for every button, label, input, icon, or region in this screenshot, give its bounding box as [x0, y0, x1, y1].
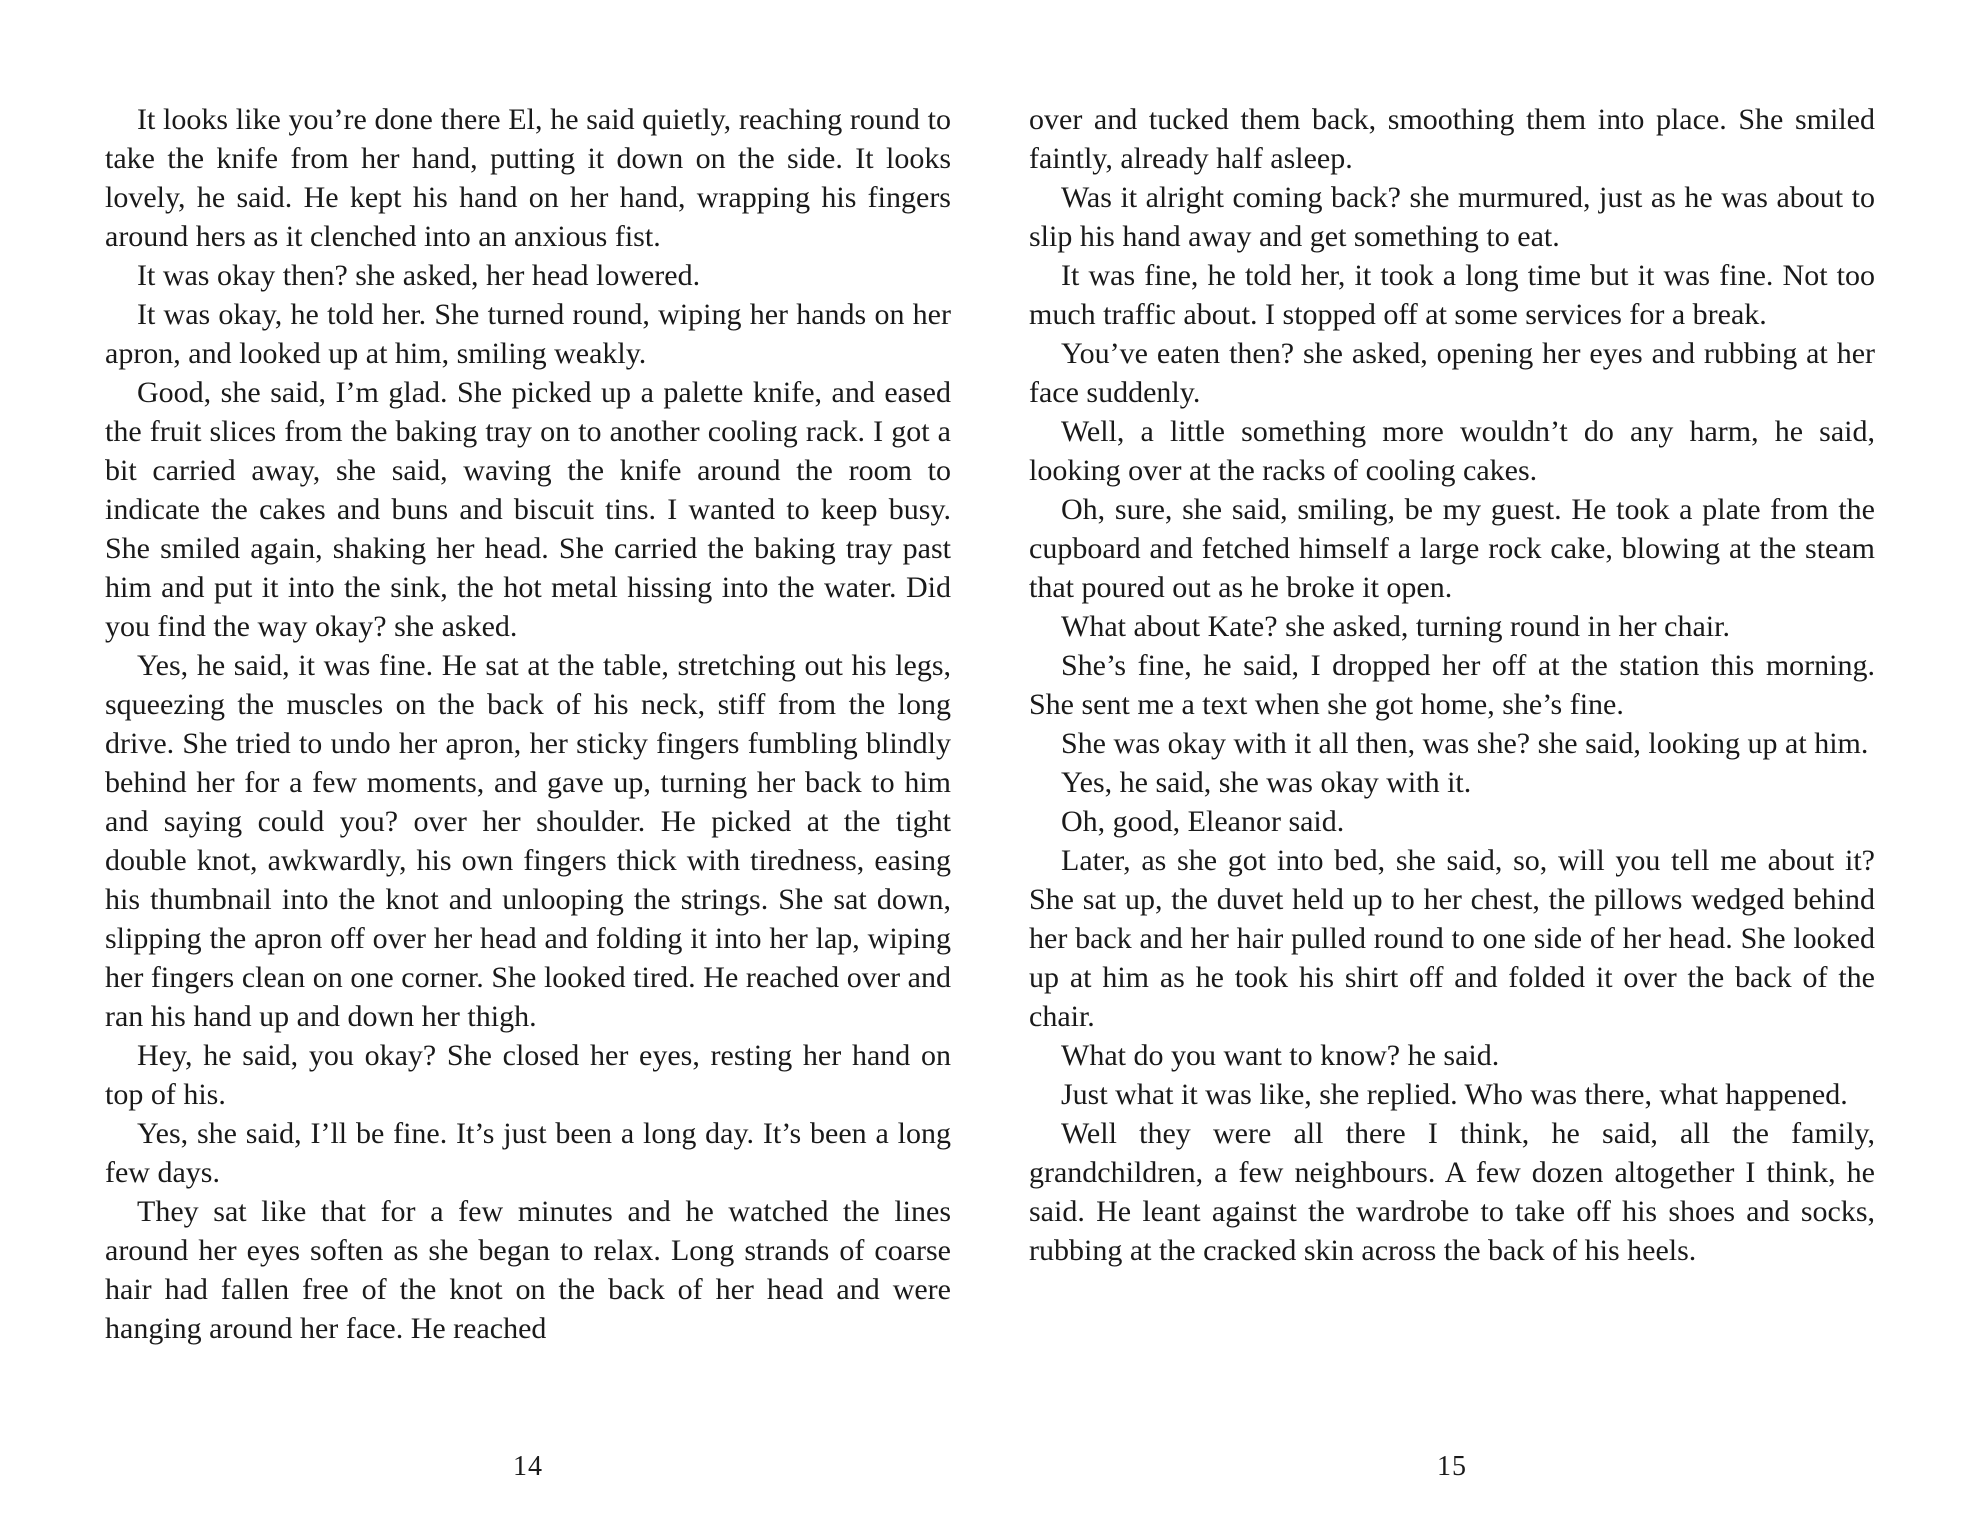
left-page	[105, 100, 951, 1482]
right-page	[1029, 100, 1875, 1482]
paragraph: Was it alright coming back? she murmured, just as he was about to slip his hand away and get something to eat.	[1029, 181, 1875, 253]
paragraph: Later, as she got into bed, she said, so, will you tell me about it? She sat up, the duvet held up to her chest, the pillows wedged behind her back and her hair pulled round to one side of her head. She looked up at him as he took his shirt off and folded it over the back of the chair.	[1029, 844, 1875, 1033]
paragraph: Hey, he said, you okay? She closed her eyes, resting her hand on top of his.	[105, 1039, 951, 1111]
paragraph: She was okay with it all then, was she? she said, looking up at him.	[1061, 727, 1869, 760]
paragraph: over and tucked them back, smoothing them into place. She smiled faintly, already half asleep.	[1029, 103, 1875, 175]
paragraph: It was okay, he told her. She turned round, wiping her hands on her apron, and looked up at him, smiling weakly.	[105, 298, 951, 370]
paragraph: It looks like you’re done there El, he said quietly, reaching round to take the knife from her hand, putting it down on the side. It looks lovely, he said. He kept his hand on her hand, wrapping his fingers around hers as it clenched into an anxious fist.	[105, 103, 951, 253]
paragraph: Oh, good, Eleanor said.	[1061, 805, 1345, 838]
page-number: 14	[513, 1451, 543, 1482]
paragraph: Oh, sure, she said, smiling, be my guest. He took a plate from the cupboard and fetched himself a large rock cake, blowing at the steam that poured out as he broke it open.	[1029, 493, 1875, 604]
paragraph: It was fine, he told her, it took a long time but it was fine. Not too much traffic about. I stopped off at some services for a break.	[1029, 259, 1875, 331]
paragraph: What about Kate? she asked, turning round in her chair.	[1061, 610, 1730, 643]
paragraph: Well, a little something more wouldn’t do any harm, he said, looking over at the racks of cooling cakes.	[1029, 415, 1875, 487]
page-number: 15	[1437, 1451, 1467, 1482]
paragraph: It was okay then? she asked, her head lowered.	[137, 259, 701, 292]
paragraph: Good, she said, I’m glad. She picked up a palette knife, and eased the fruit slices from the baking tray on to another cooling rack. I got a bit carried away, she said, waving the knife around the room to indicate the cakes and buns and biscuit tins. I wanted to keep busy. She smiled again, shaking her head. She carried the baking tray past him and put it into the sink, the hot metal hissing into the water. Did you find the way okay? she asked.	[105, 376, 951, 643]
right-page-body	[1029, 100, 1875, 1430]
paragraph: What do you want to know? he said.	[1061, 1039, 1500, 1072]
paragraph: Yes, he said, she was okay with it.	[1061, 766, 1472, 799]
paragraph: They sat like that for a few minutes and he watched the lines around her eyes soften as she began to relax. Long strands of coarse hair had fallen free of the knot on the back of her head and were hanging around her face. He reached	[105, 1195, 951, 1345]
paragraph: Well they were all there I think, he said, all the family, grandchildren, a few neighbours. A few dozen altogether I think, he said. He leant against the wardrobe to take off his shoes and socks, rubbing at the cracked skin across the back of his heels.	[1029, 1117, 1875, 1267]
paragraph: She’s fine, he said, I dropped her off at the station this morning. She sent me a text when she got home, she’s fine.	[1029, 649, 1875, 721]
left-page-body	[105, 100, 951, 1430]
paragraph: You’ve eaten then? she asked, opening her eyes and rubbing at her face suddenly.	[1029, 337, 1875, 409]
paragraph: Yes, she said, I’ll be fine. It’s just been a long day. It’s been a long few days.	[105, 1117, 951, 1189]
paragraph: Just what it was like, she replied. Who was there, what happened.	[1061, 1078, 1848, 1111]
paragraph: Yes, he said, it was fine. He sat at the table, stretching out his legs, squeezing the muscles on the back of his neck, stiff from the long drive. She tried to undo her apron, her sticky fingers fumbling blindly behind her for a few moments, and gave up, turning her back to him and saying could you? over her shoulder. He picked at the tight double knot, awkwardly, his own fingers thick with tiredness, easing his thumbnail into the knot and unlooping the strings. She sat down, slipping the apron off over her head and folding it into her lap, wiping her fingers clean on one corner. She looked tired. He reached over and ran his hand up and down her thigh.	[105, 649, 951, 1033]
